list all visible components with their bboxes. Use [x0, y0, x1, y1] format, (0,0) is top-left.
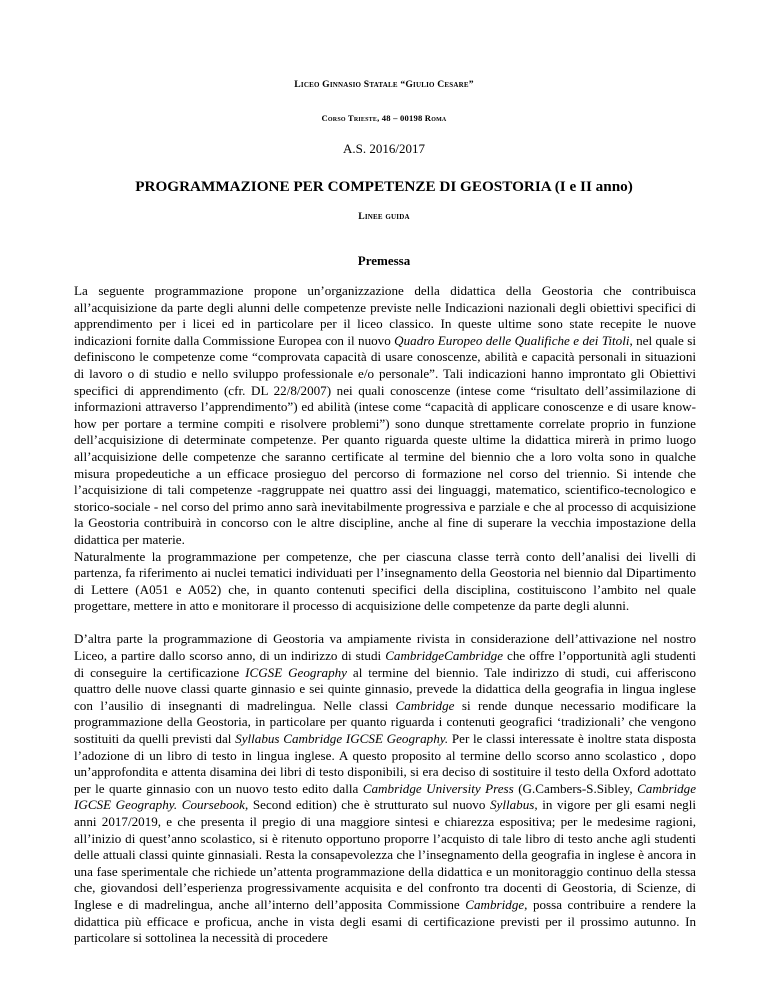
italic-text-run: CambridgeCambridge — [385, 648, 504, 664]
paragraph — [74, 631, 696, 946]
text-run: Naturalmente la programmazione per competenze, che per ciascuna classe terrà conto dell’analisi dei livelli di partenza, fa riferimento ai nuclei tematici individuati per l’insegnamento della Geostoria nel biennio dal Dipartimento di Lettere (A051 e A052) che, in quanto contenuti specifici della disciplina, costituiscono l’ambito nel quale progettare, mettere in atto e monitorare il processo di acquisizione delle competenze da parte degli alunni. — [74, 548, 696, 614]
body-text — [74, 283, 696, 947]
italic-text-run: ICGSE Geography — [245, 664, 347, 680]
academic-year: A.S. 2016/2017 — [343, 141, 425, 156]
italic-text-run: Cambridge — [465, 896, 525, 912]
text-run: , in vigore per gli esami negli anni 2017/2019, e che presenta il pregio di una maggiore sintesi e chiarezza espositiva; per le medesime ragioni, all’inizio di quest’anno scolastico, si è ritenuto opportuno proporre l’acquisto di tale libro di testo anche agli studenti delle attuali classi quinte ginnasiali. Resta la consapevolezza che l’insegnamento della geografia in inglese è ancora in una fase sperimentale che richiede un’attenta programmazione della didattica e un monitoraggio continuo della stessa che, giovandosi dell’esperienza progressivamente acquisita e del confronto tra docenti di Geostoria, di Scienze, di Inglese e di madrelingua, anche all’interno dell’apposita Commissione — [74, 797, 696, 912]
text-run: al termine del biennio. Tale indirizzo di studi, cui afferiscono quattro delle nuove classi quarte ginnasio e sei quinte ginnasio, prevede la didattica della geografia in lingua inglese con l’ausilio di insegnanti di madrelingua. Nelle classi — [74, 664, 696, 713]
italic-text-run: Syllabus — [489, 797, 535, 813]
text-run: , nel quale si definiscono le competenze come “comprovata capacità di usare conoscenze, abilità e capacità personali in situazioni di lavoro o di studio e nello sviluppo professionale e/o personale”. Tali indicazioni hanno improntato gli Obiettivi specifici di apprendimento (cfr. DL 22/8/2007) nei quali conoscenze (intese come “risultato dell’assimilazione di informazioni attraverso l’apprendimento”) ed abilità (intese come “capacità di applicare conoscenze e di usare know-how per portare a termine compiti e risolvere problemi”) sono dunque strettamente correlate proprio in funzione dell’acquisizione di determinate competenze. Per quanto riguarda queste ultime la didattica mirerà in primo luogo all’acquisizione delle competenze che saranno certificate al termine del biennio che a loro volta sono in qualche misura propedeutiche a un efficace prosieguo del percorso di formazione nel corso del triennio. Si intende che l’acquisizione di tali competenze -raggruppate nei quattro assi dei linguaggi, matematico, scientifico-tecnologico e storico-sociale - nel corso del primo anno sarà inevitabilmente progressiva e parziale e che al processo di acquisizione la Geostoria contribuirà in concorso con le altre discipline, anche al fine di superare la vecchia impostazione della didattica per materie. — [74, 332, 696, 547]
text-run: Per le classi interessate è inoltre stata disposta l’adozione di un libro di testo in lingua inglese. A questo proposito al termine dello scorso anno scolastico , dopo un’approfondita e attenta disamina dei libri di testo disponibili, si era deciso di sostituire il testo della Oxford adottato per le quarte ginnasio con un nuovo testo edito dalla — [74, 731, 697, 796]
school-name: Liceo Ginnasio Statale “Giulio Cesare” — [294, 79, 474, 90]
section-heading: Premessa — [357, 253, 411, 268]
italic-text-run: Cambridge — [395, 697, 455, 713]
italic-text-run: Syllabus Cambridge IGCSE Geography. — [235, 731, 449, 747]
text-run: , possa contribuire a rendere la didattica più efficace e proficua, anche in vista degli esami di certificazione previsti per il prossimo autunno. In particolare si sottolinea la necessità di procedere — [74, 896, 696, 946]
text-run: si rende dunque necessario modificare la programmazione della Geostoria, in particolare per quanto riguarda i contenuti geografici ‘tradizionali’ che vengono sostituiti da quelli previsti dal — [74, 697, 697, 747]
italic-text-run: Cambridge IGCSE Geography. Coursebook — [74, 780, 696, 813]
italic-text-run: Cambridge University Press — [362, 780, 514, 796]
school-name-heading — [0, 79, 768, 90]
school-address-heading — [0, 113, 768, 123]
paragraph — [74, 549, 696, 615]
text-run: D’altra parte la programmazione di Geostoria va ampiamente rivista in considerazione dell’attivazione nel nostro Liceo, a partire dallo scorso anno, di un indirizzo di studi — [74, 631, 696, 664]
document-subtitle — [0, 211, 768, 222]
text-run: La seguente programmazione propone un’organizzazione della didattica della Geostoria che contribuisca all’acquisizione da parte degli alunni delle competenze previste nelle Indicazioni nazionali degli obiettivi specifici di apprendimento per i licei ed in particolare per il liceo classico. In queste ultime sono state recepite le nuove indicazioni fornite dalla Commissione Europea con il nuovo — [74, 283, 696, 348]
text-run: , Second edition) che è strutturato sul nuovo — [245, 797, 490, 813]
italic-text-run: Quadro Europeo delle Qualifiche e dei Titoli — [394, 332, 630, 348]
school-address: Corso Trieste, 48 – 00198 Roma — [321, 113, 447, 123]
text-run: (G.Cambers-S.Sibley, — [513, 780, 638, 796]
paragraph — [74, 283, 696, 549]
text-run: che offre l’opportunità agli studenti di conseguire la certificazione — [74, 648, 696, 680]
document-title: PROGRAMMAZIONE PER COMPETENZE DI GEOSTORIA (I e II anno) — [135, 178, 633, 195]
subtitle-text: Linee guida — [358, 211, 410, 222]
